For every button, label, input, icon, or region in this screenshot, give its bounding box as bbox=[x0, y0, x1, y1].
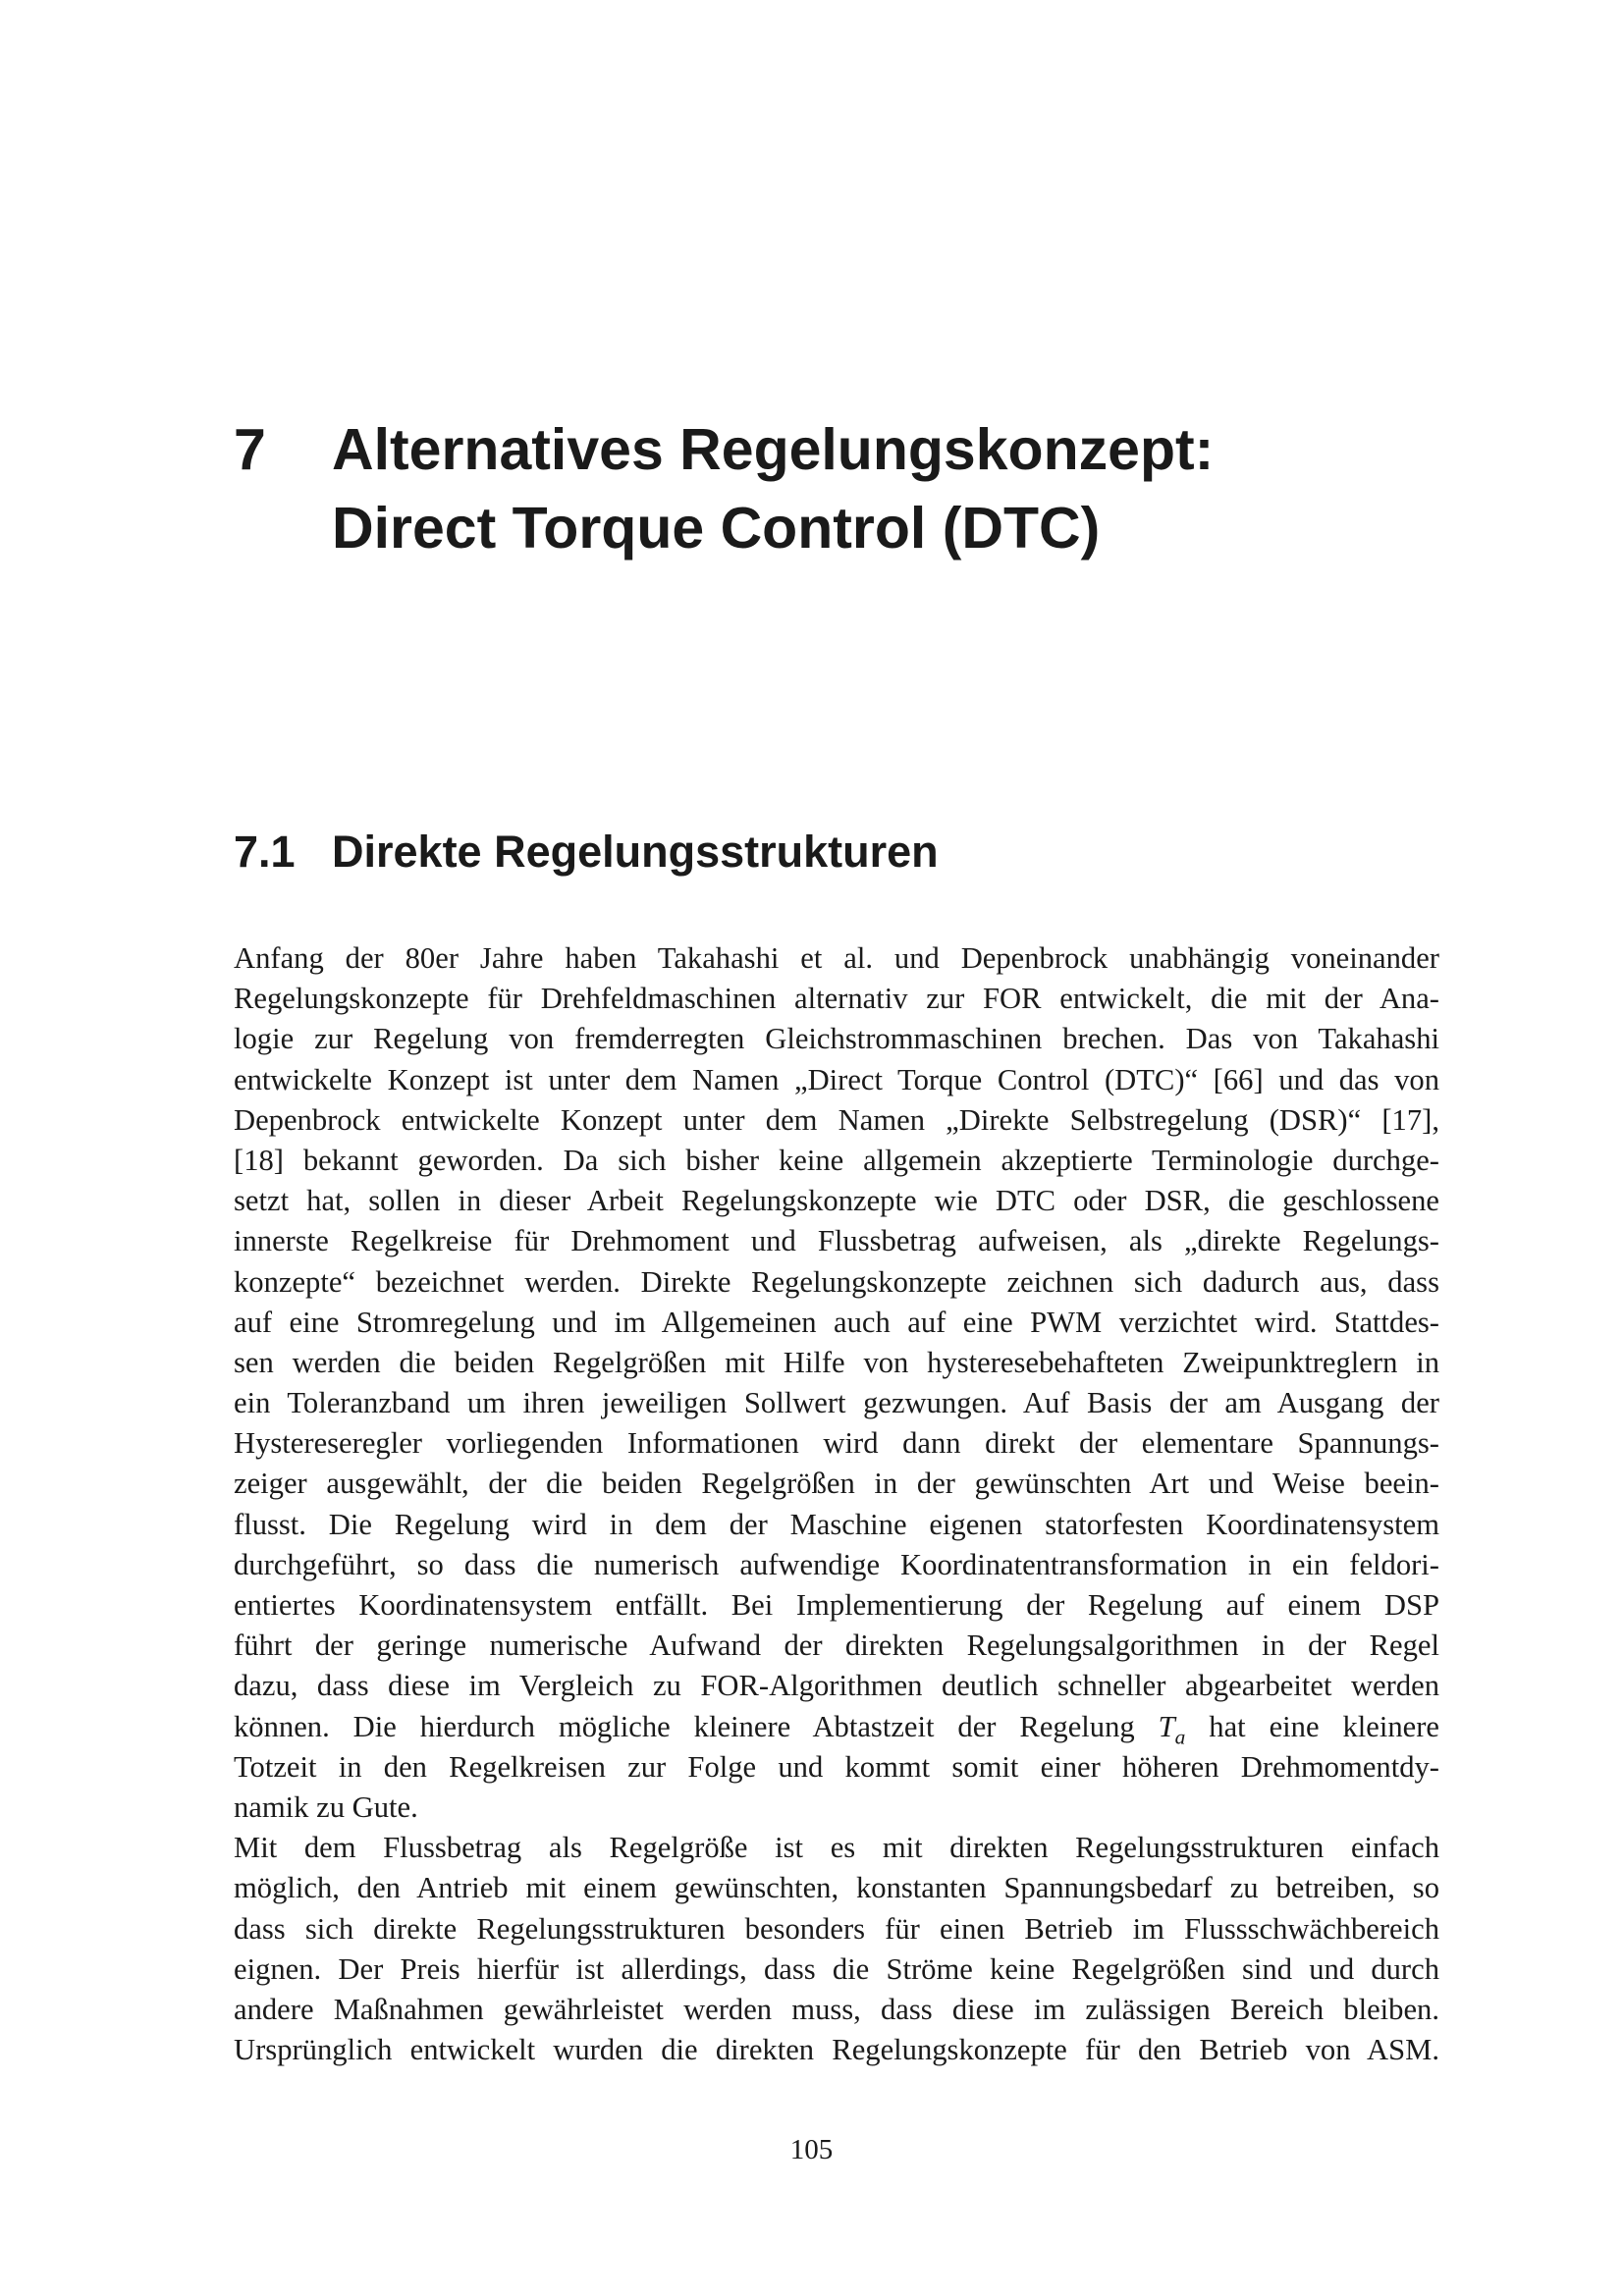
text-line bbox=[234, 1707, 1439, 1747]
chapter-title bbox=[234, 410, 1412, 567]
text-line: Ursprünglich entwickelt wurden die direkten Regelungskonzepte für den Betrieb von ASM. bbox=[234, 2033, 1439, 2067]
body-text bbox=[234, 938, 1439, 2070]
text-line: sen werden die beiden Regelgrößen mit Hilfe von hysteresebehafteten Zweipunktreglern in bbox=[234, 1345, 1439, 1379]
text-line: Totzeit in den Regelkreisen zur Folge und kommt somit einer höheren Drehmomentdy- bbox=[234, 1749, 1439, 1784]
text-line: auf eine Stromregelung und im Allgemeinen auch auf eine PWM verzichtet wird. Stattdes- bbox=[234, 1305, 1439, 1339]
section-number: 7.1 bbox=[234, 827, 296, 877]
chapter-title-line-1: Alternatives Regelungskonzept: bbox=[332, 417, 1215, 482]
sampling-time-symbol bbox=[1158, 1709, 1186, 1749]
page-number: 105 bbox=[789, 2134, 834, 2165]
text-line: [18] bekannt geworden. Da sich bisher keine allgemein akzeptierte Terminologie durchge- bbox=[234, 1143, 1439, 1177]
text-line: zeiger ausgewählt, der die beiden Regelgrößen in der gewünschten Art und Weise beein- bbox=[234, 1467, 1439, 1501]
text-line: Mit dem Flussbetrag als Regelgröße ist es mit direkten Regelungsstrukturen einfach bbox=[234, 1831, 1439, 1865]
text-line: ein Toleranzband um ihren jeweiligen Sollwert gezwungen. Auf Basis der am Ausgang der bbox=[234, 1386, 1439, 1420]
text-line: eignen. Der Preis hierfür ist allerdings, dass die Ströme keine Regelgrößen sind und durch bbox=[234, 1951, 1439, 1986]
chapter-title-line-2: Direct Torque Control (DTC) bbox=[332, 496, 1101, 561]
symbol-letter: T bbox=[1158, 1709, 1175, 1743]
text-fragment: hat eine kleinere bbox=[1209, 1709, 1439, 1743]
text-line: Regelungskonzepte für Drehfeldmaschinen alternativ zur FOR entwickelt, die mit der Ana- bbox=[234, 982, 1439, 1016]
text-line: möglich, den Antrieb mit einem gewünschten, konstanten Spannungsbedarf zu betreiben, so bbox=[234, 1871, 1439, 1905]
text-line: flusst. Die Regelung wird in dem der Maschine eigenen statorfesten Koordinatensystem bbox=[234, 1507, 1439, 1541]
text-line: logie zur Regelung von fremderregten Gleichstrommaschinen brechen. Das von Takahashi bbox=[234, 1022, 1439, 1056]
text-line: entwickelte Konzept ist unter dem Namen „Direct Torque Control (DTC)“ [66] und das von bbox=[234, 1062, 1439, 1096]
text-line: Depenbrock entwickelte Konzept unter dem Namen „Direkte Selbstregelung (DSR)“ [17], bbox=[234, 1102, 1439, 1137]
text-line: Hystereseregler vorliegenden Informationen wird dann direkt der elementare Spannungs- bbox=[234, 1426, 1439, 1461]
text-line: durchgeführt, so dass die numerisch aufwendige Koordinatentransformation in ein feldori- bbox=[234, 1547, 1439, 1581]
text-line: setzt hat, sollen in dieser Arbeit Regelungskonzepte wie DTC oder DSR, die geschlossene bbox=[234, 1184, 1439, 1218]
text-line: dazu, dass diese im Vergleich zu FOR-Algorithmen deutlich schneller abgearbeitet werden bbox=[234, 1669, 1439, 1703]
text-line: dass sich direkte Regelungsstrukturen besonders für einen Betrieb im Flussschwächbereich bbox=[234, 1911, 1439, 1946]
text-line: entiertes Koordinatensystem entfällt. Bei Implementierung der Regelung auf einem DSP bbox=[234, 1588, 1439, 1622]
chapter-number: 7 bbox=[234, 417, 266, 482]
text-line: namik zu Gute. bbox=[234, 1789, 418, 1824]
section-title bbox=[234, 823, 939, 881]
text-line: andere Maßnahmen gewährleistet werden muss, dass diese im zulässigen Bereich bleiben. bbox=[234, 1992, 1439, 2026]
section-title-text: Direkte Regelungsstrukturen bbox=[332, 827, 939, 877]
text-fragment: können. Die hierdurch mögliche kleinere Abtastzeit der Regelung bbox=[234, 1709, 1135, 1743]
text-line: führt der geringe numerische Aufwand der direkten Regelungsalgorithmen in der Regel bbox=[234, 1629, 1439, 1663]
text-line: konzepte“ bezeichnet werden. Direkte Regelungskonzepte zeichnen sich dadurch aus, dass bbox=[234, 1264, 1439, 1299]
text-line: Anfang der 80er Jahre haben Takahashi et al. und Depenbrock unabhängig voneinander bbox=[234, 941, 1439, 975]
text-line: innerste Regelkreise für Drehmoment und Flussbetrag aufweisen, als „direkte Regelungs- bbox=[234, 1224, 1439, 1258]
symbol-subscript: a bbox=[1174, 1725, 1186, 1749]
